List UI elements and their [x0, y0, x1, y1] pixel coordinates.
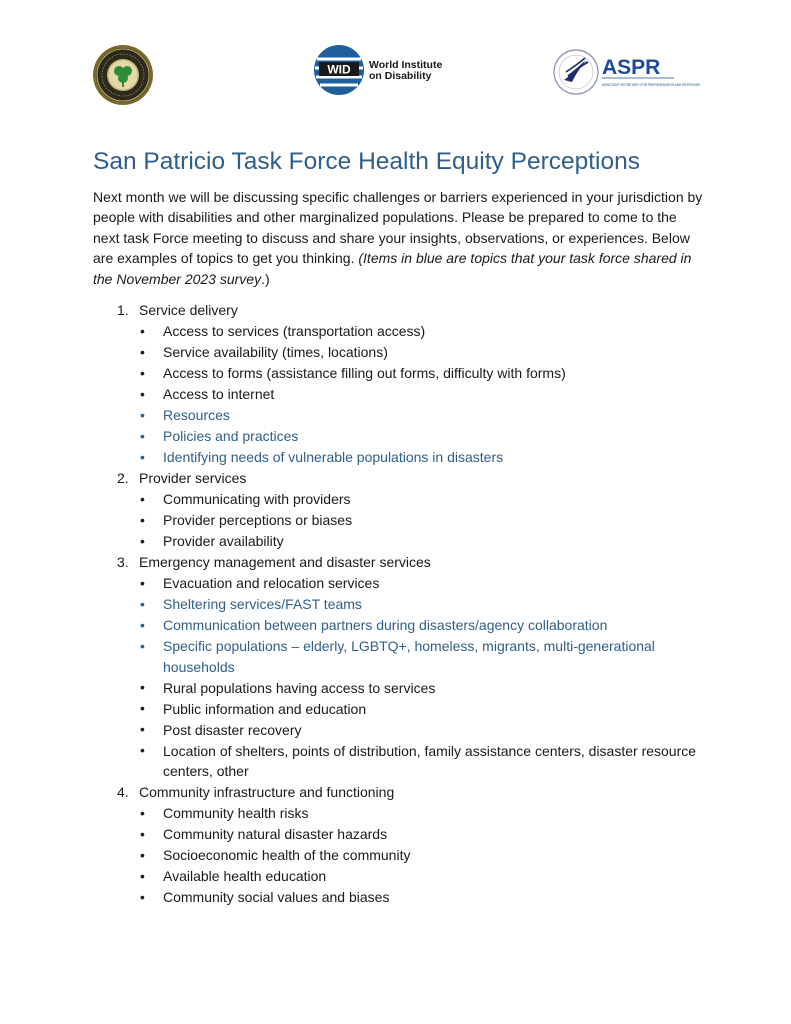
list-item	[93, 698, 703, 719]
list-item-text: Location of shelters, points of distribution, family assistance centers, disaster resource centers, other	[163, 742, 697, 780]
section-number: 3.	[117, 554, 129, 570]
section-number: 4.	[117, 783, 129, 800]
bullet-icon: •	[140, 386, 145, 402]
section-label: Community infrastructure and functioning	[139, 783, 395, 800]
list-item-text: Access to forms (assistance filling out forms, difficulty with forms)	[163, 365, 566, 382]
list-item-text: Available health education	[163, 868, 327, 885]
list-item-text: Identifying needs of vulnerable populations in disasters	[163, 449, 504, 466]
list-item	[93, 719, 703, 740]
list-item	[93, 636, 703, 677]
intro-paragraph	[93, 187, 703, 289]
list-item	[93, 677, 703, 698]
wid-name-line1: World Institute	[369, 59, 443, 71]
section-heading	[93, 782, 703, 803]
bullet-icon: •	[140, 323, 145, 339]
list-item	[93, 803, 703, 824]
list-item	[93, 342, 703, 363]
list-item	[93, 321, 703, 342]
list-item-text: Public information and education	[163, 700, 367, 717]
list-item	[93, 740, 703, 781]
section-label: Provider services	[139, 470, 247, 486]
bullet-icon: •	[140, 449, 145, 465]
bullet-icon: •	[140, 846, 145, 863]
intro-text: Next month we will be discussing specific challenges or barriers experienced in your jurisdiction by people with disabilities and other marginalized populations. Please be prepared to come to the next task Force meeting to discuss and share your insights, observations, or experiences. Below are examples of topics to get you thinking.	[93, 189, 703, 267]
list-item-text: Socioeconomic health of the community	[163, 847, 411, 864]
list-item-text: Provider availability	[163, 533, 284, 550]
list-item	[93, 489, 703, 510]
bullet-icon: •	[140, 867, 145, 884]
list-item-text: Resources	[163, 407, 230, 424]
list-item	[93, 363, 703, 384]
bullet-icon: •	[140, 491, 145, 507]
list-item-text: Policies and practices	[163, 428, 299, 445]
bullet-icon: •	[140, 679, 145, 696]
list-item	[93, 615, 703, 636]
aspr-subtitle: ASSISTANT SECRETARY FOR PREPAREDNESS AND RESPONSE	[602, 83, 700, 87]
bullet-icon: •	[140, 428, 145, 444]
list-item	[93, 887, 703, 908]
list-item-text: Community health risks	[163, 805, 309, 822]
list-item-text: Communication between partners during disasters/agency collaboration	[163, 617, 608, 634]
wid-logo	[313, 44, 453, 96]
list-item-text: Service availability (times, locations)	[163, 344, 388, 361]
section-heading	[93, 552, 703, 573]
bullet-icon: •	[140, 533, 145, 549]
list-item-text: Community natural disaster hazards	[163, 826, 388, 843]
wid-mark: WID	[327, 62, 351, 77]
bullet-icon: •	[140, 617, 145, 633]
bullet-icon: •	[140, 825, 145, 842]
bullet-icon: •	[140, 721, 145, 738]
bullet-icon: •	[140, 407, 145, 423]
list-item-text: Specific populations – elderly, LGBTQ+, homeless, migrants, multi-generational households	[163, 638, 655, 675]
list-item	[93, 845, 703, 866]
list-item	[93, 447, 703, 468]
list-item-text: Rural populations having access to services	[163, 679, 436, 696]
bullet-icon: •	[140, 575, 145, 591]
intro-italic-note: (Items in blue are topics that your task force shared in the November 2023 survey	[93, 250, 692, 287]
list-item-text: Community social values and biases	[163, 889, 390, 906]
bullet-icon: •	[140, 888, 145, 905]
bullet-icon: •	[140, 804, 145, 821]
bullet-icon: •	[140, 638, 145, 654]
list-item	[93, 384, 703, 405]
section-heading	[93, 468, 703, 489]
topic-list	[93, 300, 703, 908]
list-item-text: Access to services (transportation access)	[163, 323, 426, 340]
county-seal-logo	[92, 44, 154, 106]
section-label: Emergency management and disaster services	[139, 554, 431, 570]
list-item	[93, 426, 703, 447]
section-heading	[93, 300, 703, 321]
list-item	[93, 573, 703, 594]
wid-name-line2: on Disability	[369, 70, 432, 82]
aspr-logo	[552, 46, 700, 98]
bullet-icon: •	[140, 700, 145, 717]
intro-closing: .)	[261, 270, 270, 287]
list-item-text: Evacuation and relocation services	[163, 575, 380, 592]
bullet-icon: •	[140, 344, 145, 360]
section-number: 1.	[117, 302, 129, 318]
bullet-icon: •	[140, 365, 145, 381]
section-label: Service delivery	[139, 302, 238, 318]
list-item-text: Communicating with providers	[163, 491, 351, 508]
bullet-icon: •	[140, 512, 145, 528]
aspr-mark: ASPR	[602, 56, 661, 79]
list-item	[93, 510, 703, 531]
bullet-icon: •	[140, 742, 145, 759]
bullet-icon: •	[140, 596, 145, 612]
list-item	[93, 531, 703, 552]
list-item	[93, 824, 703, 845]
list-item-text: Provider perceptions or biases	[163, 512, 353, 529]
list-item-text: Sheltering services/FAST teams	[163, 596, 362, 613]
section-number: 2.	[117, 470, 129, 486]
list-item	[93, 405, 703, 426]
list-item-text: Post disaster recovery	[163, 721, 302, 738]
page-title: San Patricio Task Force Health Equity Perceptions	[93, 148, 640, 175]
list-item	[93, 866, 703, 887]
list-item-text: Access to internet	[163, 386, 275, 403]
list-item	[93, 594, 703, 615]
